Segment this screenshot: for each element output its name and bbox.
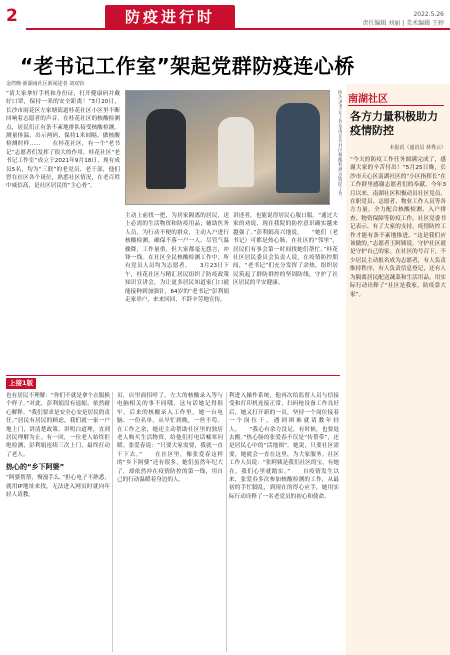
article-byline: 金湾晚·新湖南社区新闻述者 刘双钧: [6, 81, 85, 87]
sidebar-tag: 南湖社区: [348, 94, 388, 105]
photo-person-right: [276, 103, 320, 193]
section-divider: [6, 375, 340, 376]
article-column-2: 主动上前找一把，为居家隔离的居民，送上必需的生活物资和防疫用品；辅助医务人员，为行动不便的群众，主动入户进行核酸检测。确保不落一户一人。尽管气温骤降，工作量重，但大家都毫无怨言，冲锋一线。在社区全民核酸检测工作中，所有党员人员均为志愿者。 3月23日下午，桂花社区与精汇居民组织了防疫政策知识宣讲会，为让更多居民知道家门口就能接种到加强针，64岁的“老书记”彭利娟走家串户，来来回回，不辞辛劳地宣传。: [125, 213, 229, 304]
header-rule: [26, 28, 450, 30]
header-meta: [362, 10, 444, 28]
section-title-banner: 防疫进行时: [105, 5, 235, 29]
column-rule: [112, 392, 113, 652]
issue-date: 2022.5.26: [413, 11, 444, 18]
editor-credits: 责任编辑 刘丽 | 美术编辑 王婷: [362, 20, 444, 27]
photo-caption: 图为老书记工作室成员在社区核酸检测点协助工作。: [337, 90, 342, 201]
page-number: 2: [6, 6, 18, 26]
column-rule: [226, 392, 227, 652]
lower-subhead: 热心的“乡下阿婆”: [6, 463, 65, 472]
photo-person-left: [146, 109, 186, 189]
lower-column-1b-text: “阿婆帮帮，慢漫手么。”担心电子不熟悉，就用IP地址来找，无法进入网页时就向年轻人请教。: [6, 475, 110, 499]
sidebar-byline: 本报讯（通讯员 林秀云）: [389, 145, 446, 151]
sidebar-body: “今天的防疫工作任务圆满完成了，感谢大家的辛苦付出！”5月25日晚，长沙市天心区南湖社区的“小区指挥长”在工作群里感谢志愿者们的奉献。今年3月以来，南湖社区积极动员社区党员、在职党员、志愿者、物业工作人员等各方力量，全力配合核酸检测、入户排查、物资保障等防疫工作。社区党委书记表示，有了大家的支持，疫情防控工作才能有条不紊地推进。“这是我们应该做的。”志愿者王阿姨说，守护社区就是守护自己的家。在社区的号召下，不少居民主动报名成为志愿者，有人负责维持秩序，有人负责信息登记，还有人为隔离居民配送蔬菜和生活用品，用实际行动诠释了“社区是我家，防疫靠大家”。: [350, 157, 446, 298]
article-column-3: 讲述者，也能说得居民心服口服。“通过大家的劝说，现在我院的防控意识确实越来越强了。”彭利娟高兴地说。 “她们（老书记）可都是热心肠，在社区的“邻里”，居民们有事会第一时间找她们帮忙。”桂花社区居民委员会负责人说，在疫情防控期间，“老书记”们充分发挥了余热，组织居民筑起了群防群控的坚固防线，守护了社区居民的平安健康。: [233, 213, 338, 287]
lower-column-1: [6, 392, 110, 655]
lower-column-1-text: 也有居民不理解：“你们不就是拿个衣服换个样子。”对此，彭利娟没有退缩，依然耐心解释。“我们要求是安全心安是居民的责任。”居民有居民的顾虑，我们就一家一户地上门，讲清楚政策、讲明白道理，直到居民理解为止。有一回，一位老人始终拒绝检测，彭利娟连续三次上门，最终打动了老人。: [6, 393, 110, 458]
continued-from-tag: 上接1版: [6, 378, 36, 389]
sidebar-story: [346, 84, 450, 655]
article-photo: [125, 90, 330, 205]
lower-column-3: 利进入操作系统，他再次给监督人员与信接受和打印机连接正常，扫码枪设备工作良好后，她又打开新的一页，坚持一个岗位接着一个岗位干，遇到困难就请教年轻人。 “我心有余力没足，有时候，也要退去搬。”热心肠的张爱春不仅是“传帮带”，还是居民心中的“活地图”。她说，只要社区需要，她就会一直在这里，为大家服务。社区工作人员说：“张阿姨是我们社区的宝，有她在，我们心里就踏实。” 自疫情发生以来，张爱春多次参加核酸检测的工作，从最初的手忙脚乱，到现在的得心应手，她用实际行动诠释了一名老党员的初心和使命。: [229, 393, 339, 500]
article-lead-column: “请大家拿好手机和身份证，打开健康码并戴好口罩，保持一米的安全距离！”3月20日，长沙市雨花区左家塘街道桂花社区小区里不断回响着志愿者的声音。在桂花社区的核酸检测点，居民们正有条不紊地排队接受核酸检测。测量体温、出示两码、保持1米间隔、做核酸检测时样…… 在桂花社区，有一个“老书记”志愿者们发挥了很大的作用。桂花社区“老书记工作室”成立于2021年9月18日，现有成员5名，均为“三联”的老党员、老干部，他们曾在社区各个岗位，熟悉社区情况，在老百姓中威信高，是社区居民的“主心骨”。: [6, 91, 120, 190]
article-headline: “老书记工作室”架起党群防疫连心桥: [20, 54, 355, 78]
page-header: [0, 0, 450, 40]
sidebar-headline: 各方力量积极助力疫情防控: [350, 110, 438, 137]
lower-column-2: 页，店里面招呼了。左大的核酸录入等与电脑相关的事不同哦，这句话她记得很牢。后来的核酸录入工作里，她一台电脑、一份名单，从早忙到晚，一丝不苟。在工作之余，她还主动帮助社区里的独居老人购买生活物资，给他们打电话嘘寒问暖。张爱春说：“只要大家需要，我就一直干下去。” 在社区里，像张爱春这样的“乡下阿婆”还有很多，她们虽然年纪大了，却依然冲在疫情防控的第一线，用自己的行动温暖着身边的人。: [117, 393, 223, 484]
photo-person-center: [218, 117, 254, 187]
sidebar-rule: [348, 105, 444, 106]
